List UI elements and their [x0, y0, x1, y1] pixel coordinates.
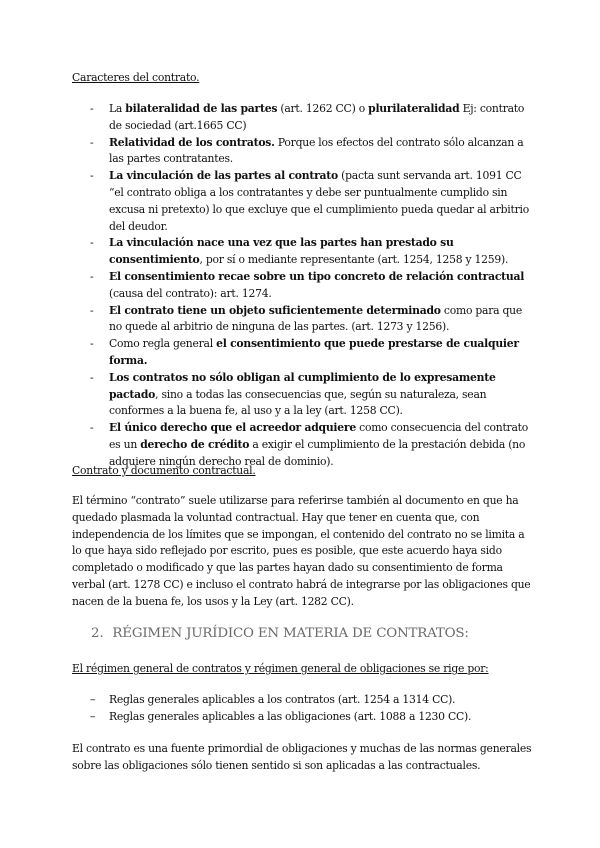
bold-text: Relatividad de los contratos.: [109, 135, 275, 149]
bold-text: plurilateralidad: [368, 102, 460, 115]
list-item: - El consentimiento recae sobre un tipo concreto de relación contractual (causa del contrato): art. 1274.: [90, 269, 532, 303]
section-2-heading: [91, 625, 551, 643]
bold-text: derecho de crédito: [140, 437, 250, 451]
section-number: 2.: [91, 626, 104, 641]
regimen-general-heading: El régimen general de contratos y régimen general de obligaciones se rige por:: [72, 662, 489, 675]
reglas-list: [90, 692, 532, 726]
bold-text: La vinculación de las partes al contrato: [109, 169, 338, 183]
list-item: - La vinculación nace una vez que las partes han prestado su consentimiento, por sí o mediante representante (art. 1254, 1258 y 1259).: [90, 235, 532, 269]
contrato-documento-paragraph: El término “contrato” suele utilizarse para referirse también al documento en que ha quedado plasmada la voluntad contractual. Hay que tener en cuenta que, con independencia de los límites que se impongan, el contenido del contrato no se limita a lo que haya sido reflejado por escrito, pues es posible, que este acuerdo haya sido completado o modificado y que las partes hayan dado su consentimiento de forma verbal (art. 1278 CC) e incluso el contrato habrá de integrarse por las obligaciones que nacen de la buena fe, los usos y la Ley (art. 1282 CC).: [72, 494, 531, 608]
list-item: – Reglas generales aplicables a los contratos (art. 1254 a 1314 CC).: [90, 692, 532, 709]
list-item: - El único derecho que el acreedor adquiere como consecuencia del contrato es un derecho de crédito a exigir el cumplimiento de la prestación debida (no adquiere ningún derecho real de dominio).: [90, 420, 532, 470]
list-item: - El contrato tiene un objeto suficientemente determinado como para que no quede al arbitrio de ninguna de las partes. (art. 1273 y 1256).: [90, 303, 532, 337]
bold-text: El único derecho que el acreedor adquiere: [109, 421, 356, 435]
bold-text: Los contratos no sólo obligan al cumplimiento de lo expresamente pactado: [109, 370, 496, 401]
bold-text: bilateralidad de las partes: [125, 102, 278, 115]
bold-text: El contrato tiene un objeto suficientemente determinado: [109, 303, 441, 317]
caracteres-list: [90, 101, 532, 471]
list-item: - Los contratos no sólo obligan al cumplimiento de lo expresamente pactado, sino a todas las consecuencias que, según su naturaleza, sean conformes a la buena fe, al uso y a la ley (art. 1258 CC).: [90, 370, 532, 420]
list-item: - La vinculación de las partes al contrato (pacta sunt servanda art. 1091 CC “el contrato obliga a los contratantes y debe ser puntualmente cumplido sin excusa ni pretexto) lo que excluye que el cumplimiento pueda quedar al arbitrio del deudor.: [90, 168, 532, 235]
list-item: - Como regla general el consentimiento que puede prestarse de cualquier forma.: [90, 336, 532, 370]
closing-paragraph: El contrato es una fuente primordial de obligaciones y muchas de las normas generales sobre las obligaciones sólo tienen sentido si son aplicadas a las contractuales.: [72, 742, 532, 772]
contrato-documento-heading: Contrato y documento contractual.: [72, 464, 256, 477]
list-item: - Relatividad de los contratos. Porque los efectos del contrato sólo alcanzan a las partes contratantes.: [90, 135, 532, 169]
section-title: RÉGIMEN JURÍDICO EN MATERIA DE CONTRATOS:: [112, 626, 469, 641]
list-item: – Reglas generales aplicables a las obligaciones (art. 1088 a 1230 CC).: [90, 709, 532, 726]
bold-text: La vinculación nace una vez que las partes han prestado su consentimiento: [109, 236, 454, 267]
list-item: - La bilateralidad de las partes (art. 1262 CC) o plurilateralidad Ej: contrato de sociedad (art.1665 CC): [90, 101, 532, 135]
bold-text: el consentimiento que puede prestarse de cualquier forma.: [109, 337, 519, 367]
caracteres-heading: Caracteres del contrato.: [72, 71, 200, 84]
bold-text: El consentimiento recae sobre un tipo concreto de relación contractual: [109, 269, 525, 283]
